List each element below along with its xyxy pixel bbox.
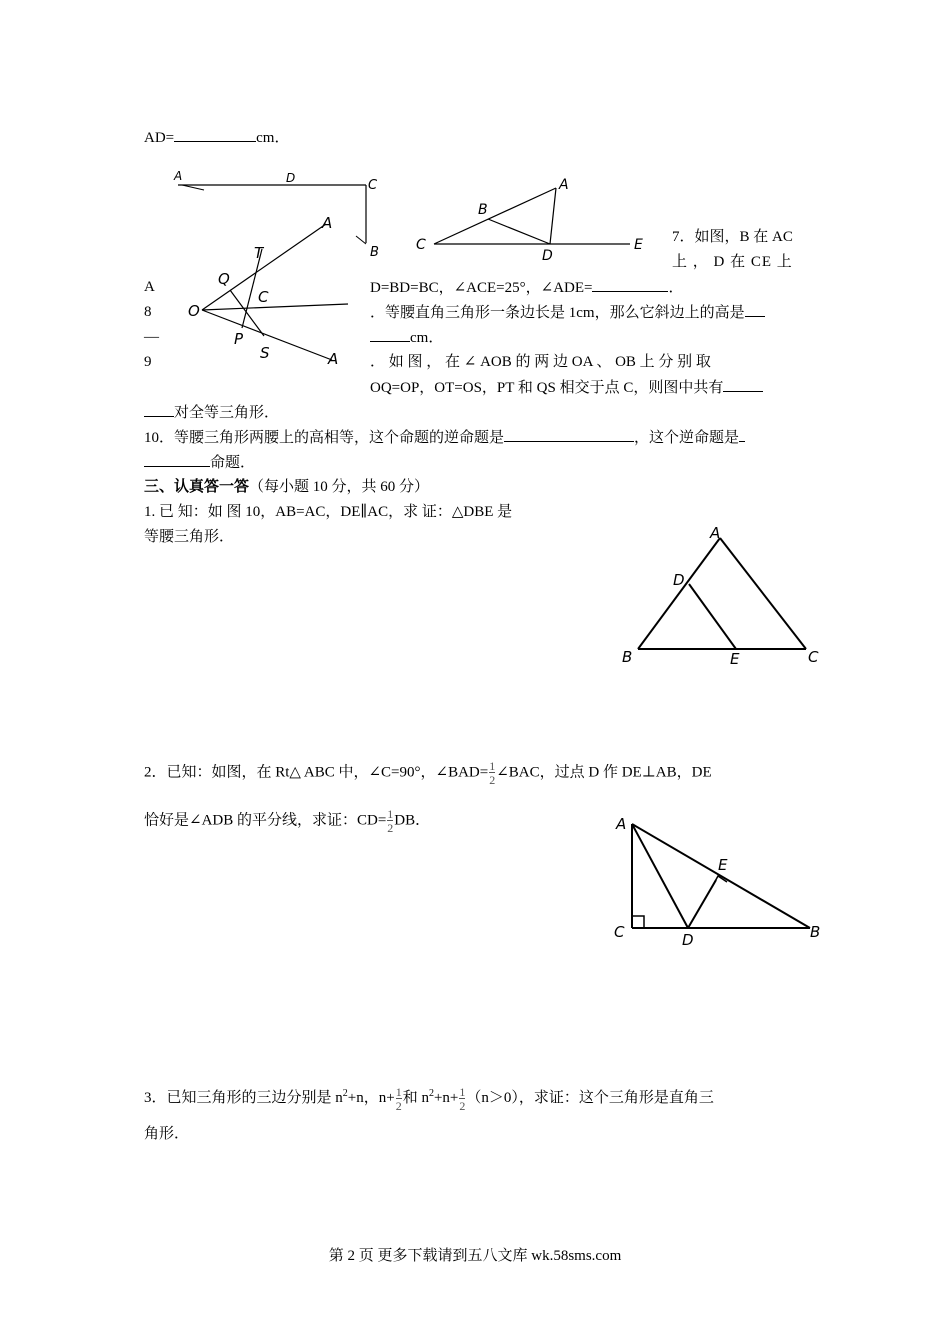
fig5-label-b: B (810, 923, 821, 941)
fig3-label-a-bottom: A (328, 350, 339, 368)
fig2-label-a: A (559, 177, 569, 193)
answer-blank[interactable] (370, 327, 410, 342)
fraction-one-half: $\frac{1}{2}$ (395, 1084, 402, 1113)
q8-number: 8 (144, 304, 152, 320)
answer-blank[interactable] (723, 377, 763, 392)
q7-line3: D=BD=BC，∠ACE=25°，∠ADE= ． (370, 277, 684, 298)
fig1-label-b: B (370, 245, 379, 260)
fig2-label-c: C (416, 237, 426, 253)
fig2-label-d: D (542, 248, 553, 264)
answer-blank[interactable] (745, 302, 765, 317)
p3-line1: 3．已知三角形的三边分别是 $n^2+n$，n+ $\frac{1}{2}$ 和 $n^2+n+$ $\frac{1}{2}$ （n＞0），求证：这个三角形是直角三 (144, 1084, 714, 1113)
p1-line2: 等腰三角形． (144, 529, 235, 545)
fraction-one-half: $\frac{1}{2}$ (387, 807, 394, 835)
fig3-label-c: C (258, 288, 269, 306)
fig5-label-d: D (682, 931, 694, 949)
q10-line2: 命题． (144, 452, 255, 473)
fraction-one-half: $\frac{1}{2}$ (489, 759, 496, 787)
figure-angle-aob (186, 212, 356, 372)
fig3-label-s: S (260, 344, 270, 362)
fig1-label-a: A (174, 169, 183, 183)
page-footer: 第 2 页 更多下载请到五八文库 wk.58sms.com (328, 1248, 622, 1264)
fig3-label-t: T (254, 244, 264, 262)
answer-blank[interactable] (504, 427, 634, 442)
p1-line1: 1. 已 知：如 图 10，AB=AC，DE∥AC，求 证：△DBE 是 (144, 504, 513, 520)
q9-line3: 对全等三角形． (144, 402, 279, 423)
q9-line1: ． 如 图 ， 在 ∠ AOB 的 两 边 OA 、 OB 上 分 别 取 (370, 354, 711, 370)
figure-right-triangle (612, 812, 827, 947)
section-note: （每小题 10 分，共 60 分） (249, 479, 430, 495)
q8-unit-line: cm． (370, 327, 443, 348)
q8-dash: — (144, 329, 159, 345)
p3-line2: 角形． (144, 1126, 190, 1142)
q7-line2: 上 ， D 在 CE 上 (672, 254, 793, 270)
figure-triangle-dbe (616, 522, 826, 672)
q7-label-a: A (144, 279, 155, 295)
fig3-label-a-top: A (322, 214, 333, 232)
section-title: 三、认真答一答 (144, 479, 250, 495)
fig5-label-a: A (616, 815, 627, 833)
p2-line1: 2．已知：如图，在 Rt△ ABC 中，∠C=90°，∠BAD= $\frac{1}{2}$ ∠BAC，过点 D 作 DE⊥AB，DE (144, 759, 712, 787)
q10-line1: 10．等腰三角形两腰上的高相等，这个命题的逆命题是 ，这个逆命题是 (144, 427, 745, 448)
answer-blank[interactable] (174, 127, 256, 142)
fig1-label-d: D (286, 171, 296, 185)
q9-line2: OQ=OP，OT=OS，PT 和 QS 相交于点 C，则图中共有 (370, 377, 763, 398)
q7-line1: 7．如图，B 在 AC (672, 229, 793, 245)
fig4-label-e: E (730, 650, 740, 668)
fig4-label-d: D (673, 571, 685, 589)
fig5-label-c: C (614, 923, 625, 941)
figure-cbade (412, 172, 662, 264)
answer-blank[interactable] (739, 427, 745, 442)
fig3-label-o: O (188, 302, 200, 320)
fig2-label-b: B (478, 202, 488, 218)
q9-number: 9 (144, 354, 152, 370)
fig4-label-b: B (622, 648, 633, 666)
fig3-label-p: P (234, 330, 244, 348)
answer-blank[interactable] (592, 277, 668, 292)
fig1-label-c: C (368, 178, 378, 193)
fraction-one-half: $\frac{1}{2}$ (459, 1084, 466, 1113)
p2-line2: 恰好是∠ADB 的平分线，求证：CD= $\frac{1}{2}$ DB． (144, 807, 431, 835)
fig4-label-a: A (710, 524, 721, 542)
fig3-label-q: Q (218, 270, 230, 288)
q6-answer-line: AD= cm． (144, 127, 289, 148)
answer-blank[interactable] (144, 402, 174, 417)
fig2-label-e: E (634, 237, 643, 253)
answer-blank[interactable] (144, 452, 210, 467)
fig4-label-c: C (808, 648, 819, 666)
q8-text: ．等腰直角三角形一条边长是 1cm，那么它斜边上的高是 (370, 302, 765, 323)
section-3-header (144, 477, 429, 497)
fig5-label-e: E (718, 856, 728, 874)
